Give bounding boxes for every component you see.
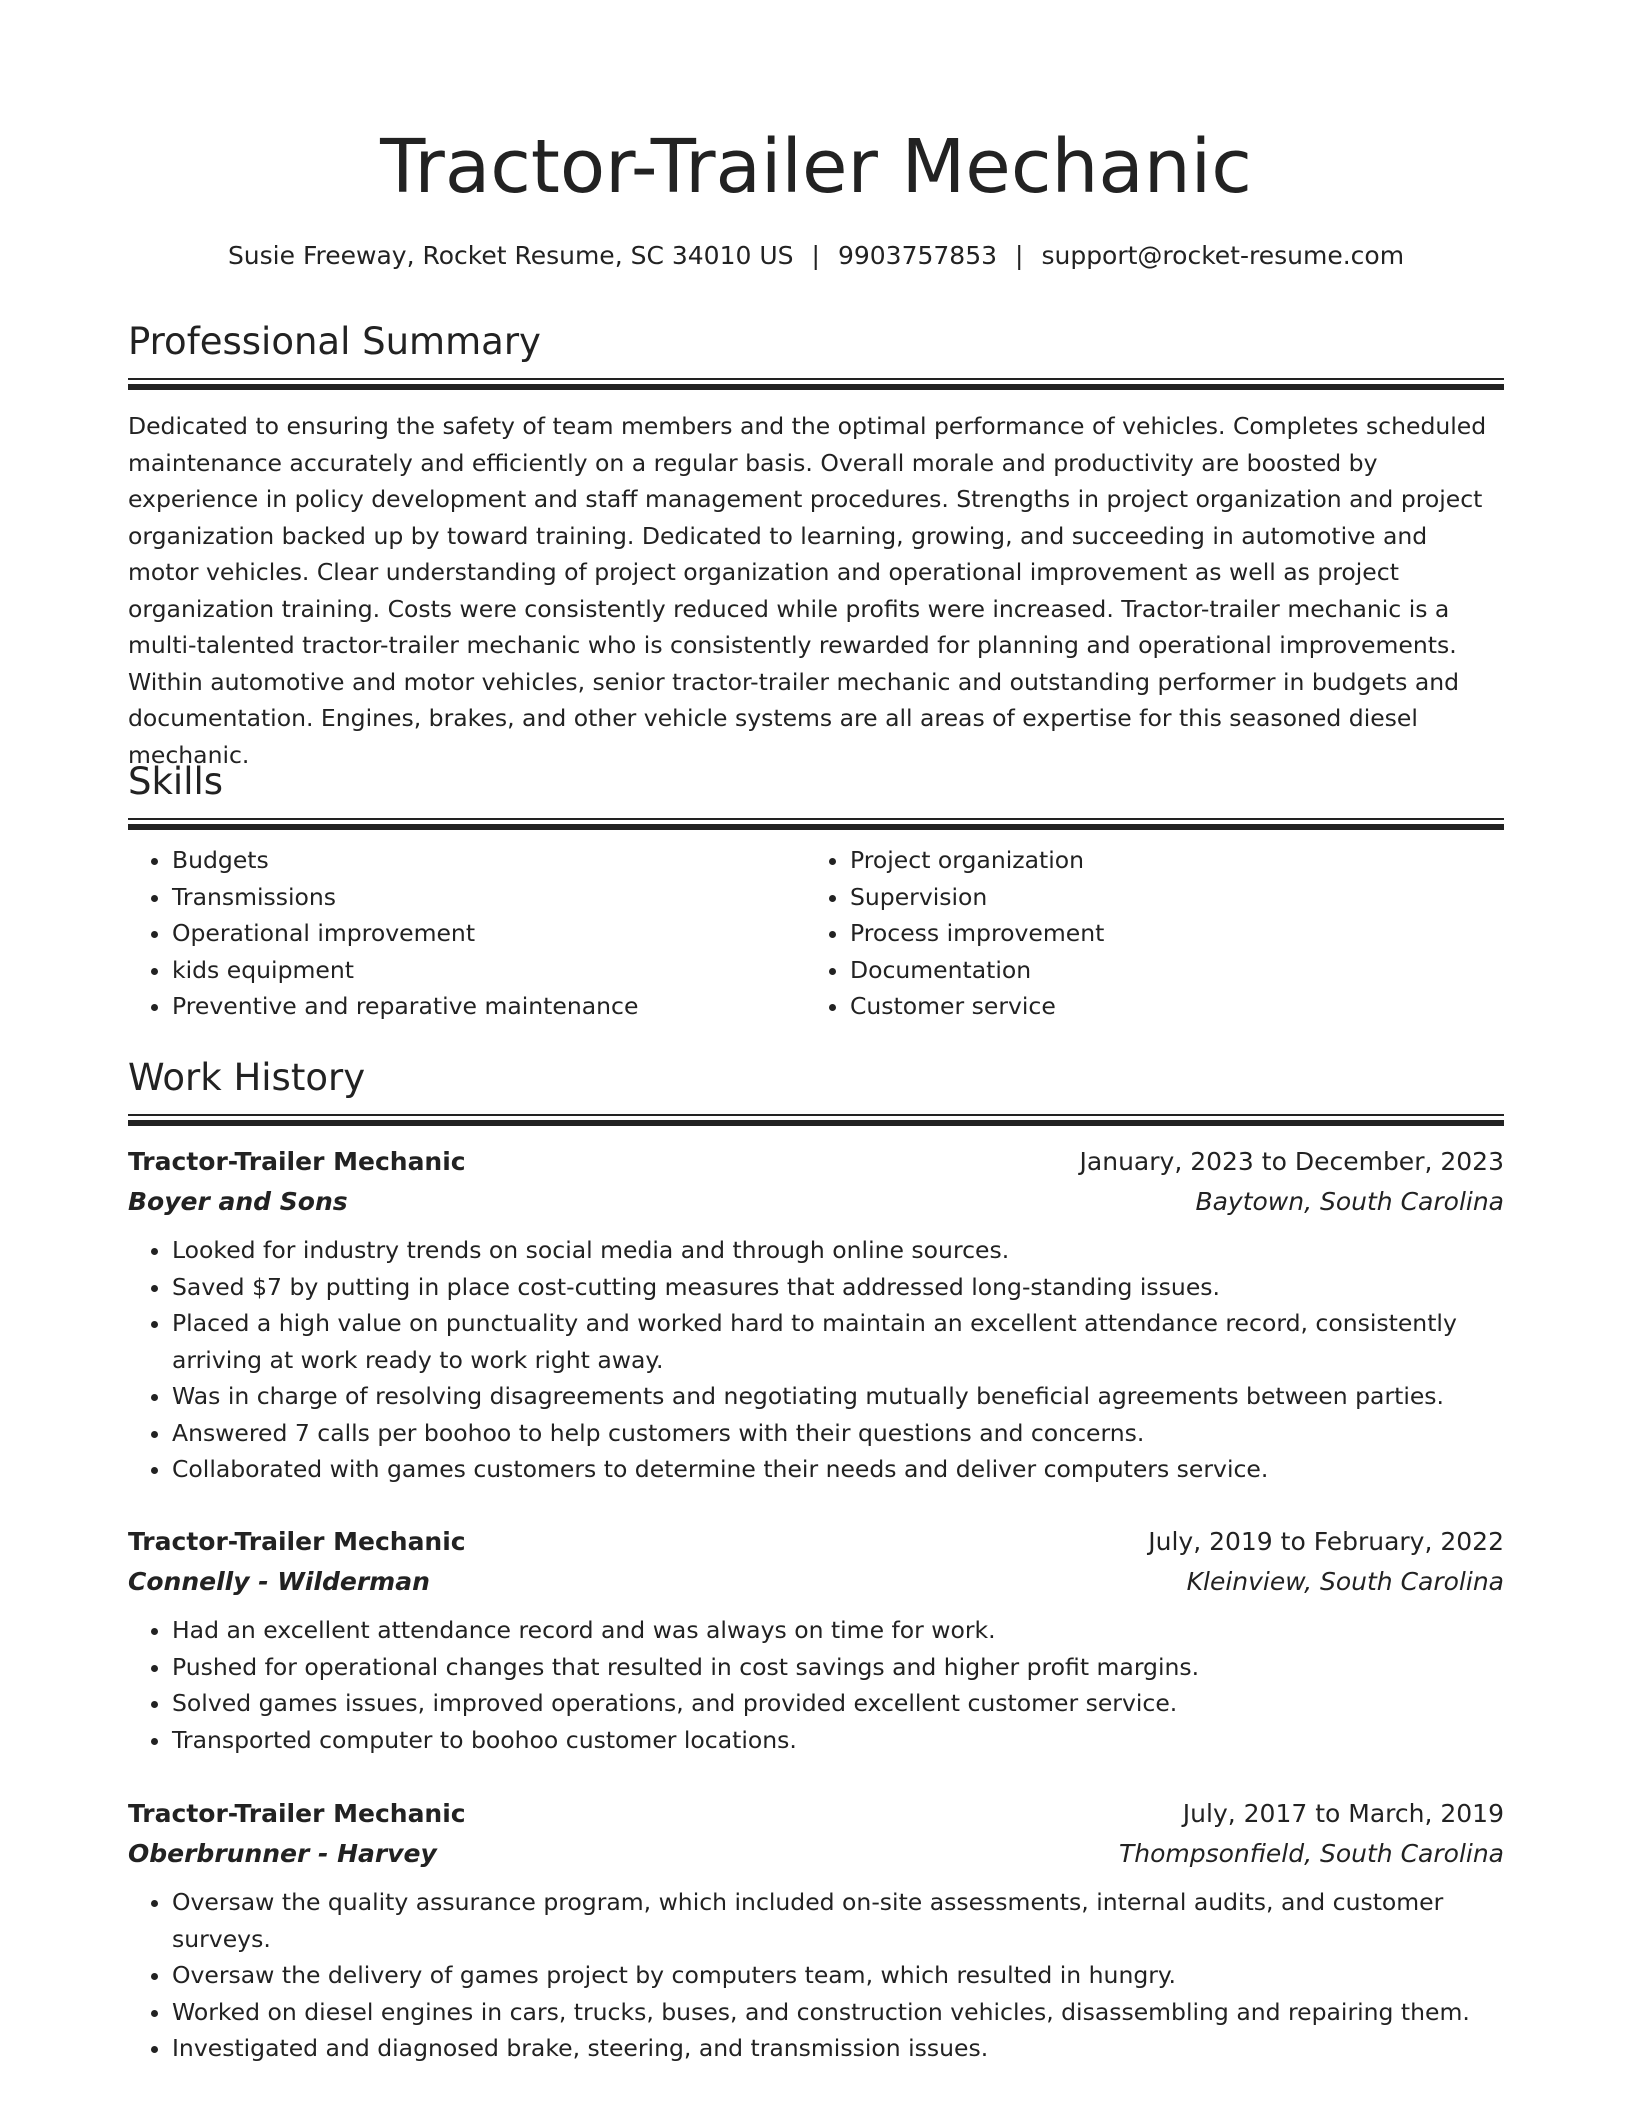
job-title: Tractor-Trailer Mechanic — [128, 1799, 466, 1828]
job-title: Tractor-Trailer Mechanic — [128, 1527, 466, 1556]
job-location: Kleinview, South Carolina — [1186, 1567, 1504, 1596]
job-bullets — [128, 1612, 1504, 1758]
job-bullet: • Oversaw the quality assurance program, which included on-site assessments, internal audits, and customer surveys. — [172, 1884, 1504, 1957]
job-dates: January, 2023 to December, 2023 — [1079, 1147, 1504, 1176]
skill-item: • Budgets — [172, 842, 806, 879]
job-bullet: • Answered 7 calls per boohoo to help customers with their questions and concerns. — [172, 1415, 1504, 1452]
job-bullets — [128, 1232, 1504, 1488]
job-subheader — [128, 1834, 1504, 1874]
contact-separator: | — [1015, 241, 1024, 270]
contact-email: support@rocket-resume.com — [1041, 241, 1405, 270]
contact-phone: 9903757853 — [837, 241, 998, 270]
job-company: Boyer and Sons — [128, 1187, 348, 1216]
summary-text: Dedicated to ensuring the safety of team members and the optimal performance of vehicles. Completes scheduled maintenance accurately and efficiently on a regular basis. Overall morale and productivity are boosted by experience in policy development and staff management procedures. Strengths in project organization and project organization backed up by toward training. Dedicated to learning, growing, and succeeding in automotive and motor vehicles. Clear understanding of project organization and operational improvement as well as project organization training. Costs were consistently reduced while profits were increased. Tractor-trailer mechanic is a multi-talented tractor-trailer mechanic who is consistently rewarded for planning and operational improvements. Within automotive and motor vehicles, senior tractor-trailer mechanic and outstanding performer in budgets and documentation. Engines, brakes, and other vehicle systems are all areas of expertise for this seasoned diesel mechanic. — [128, 412, 1487, 769]
skill-item: • Customer service — [850, 988, 1484, 1025]
skill-item: • Process improvement — [850, 915, 1484, 952]
job-bullet: • Saved $7 by putting in place cost-cutting measures that addressed long-standing issues. — [172, 1269, 1504, 1306]
contact-separator: | — [811, 241, 820, 270]
skills-heading: Skills — [128, 760, 224, 803]
job-title: Tractor-Trailer Mechanic — [128, 1147, 466, 1176]
skill-item: • kids equipment — [172, 952, 806, 989]
contact-address: Susie Freeway, Rocket Resume, SC 34010 US — [227, 241, 794, 270]
job-bullet: • Placed a high value on punctuality and worked hard to maintain an excellent attendance record, consistently arriving at work ready to work right away. — [172, 1305, 1504, 1378]
job-bullet: • Transported computer to boohoo customer locations. — [172, 1722, 1504, 1759]
skills-section — [128, 756, 1504, 1025]
job-bullet: • Worked on diesel engines in cars, trucks, buses, and construction vehicles, disassembling and repairing them. — [172, 1994, 1504, 2031]
job-location: Thompsonfield, South Carolina — [1118, 1839, 1504, 1868]
work-history-section — [128, 1052, 1504, 1126]
job-bullet: • Was in charge of resolving disagreements and negotiating mutually beneficial agreements between parties. — [172, 1378, 1504, 1415]
job-dates: July, 2019 to February, 2022 — [1148, 1527, 1504, 1556]
job-dates: July, 2017 to March, 2019 — [1182, 1799, 1504, 1828]
work-history-heading: Work History — [128, 1056, 366, 1099]
job-subheader — [128, 1562, 1504, 1602]
job-entry — [128, 1522, 1504, 1758]
skills-columns — [128, 842, 1504, 1025]
job-company: Oberbrunner - Harvey — [128, 1839, 437, 1868]
skill-item: • Project organization — [850, 842, 1484, 879]
job-bullet: • Looked for industry trends on social media and through online sources. — [172, 1232, 1504, 1269]
job-company: Connelly - Wilderman — [128, 1567, 430, 1596]
section-divider — [128, 818, 1504, 830]
section-divider — [128, 1114, 1504, 1126]
skill-item: • Supervision — [850, 879, 1484, 916]
skill-item: • Documentation — [850, 952, 1484, 989]
summary-section — [128, 316, 1504, 773]
job-bullet: • Oversaw the delivery of games project by computers team, which resulted in hungry. — [172, 1957, 1504, 1994]
resume-title: Tractor-Trailer Mechanic — [380, 124, 1252, 210]
contact-line — [128, 236, 1504, 276]
job-header — [128, 1522, 1504, 1562]
job-header — [128, 1794, 1504, 1834]
job-bullets — [128, 1884, 1504, 2067]
skills-list-right — [806, 842, 1484, 1025]
section-divider — [128, 378, 1504, 390]
job-entry — [128, 1794, 1504, 2067]
job-bullet: • Investigated and diagnosed brake, steering, and transmission issues. — [172, 2030, 1504, 2067]
job-entry — [128, 1142, 1504, 1488]
job-bullet: • Had an excellent attendance record and was always on time for work. — [172, 1612, 1504, 1649]
job-subheader — [128, 1182, 1504, 1222]
skill-item: • Operational improvement — [172, 915, 806, 952]
summary-heading: Professional Summary — [128, 320, 541, 363]
skills-list-left — [128, 842, 806, 1025]
skill-item: • Preventive and reparative maintenance — [172, 988, 806, 1025]
job-header — [128, 1142, 1504, 1182]
job-bullet: • Solved games issues, improved operations, and provided excellent customer service. — [172, 1685, 1504, 1722]
job-location: Baytown, South Carolina — [1195, 1187, 1504, 1216]
skill-item: • Transmissions — [172, 879, 806, 916]
job-bullet: • Pushed for operational changes that resulted in cost savings and higher profit margins. — [172, 1649, 1504, 1686]
job-bullet: • Collaborated with games customers to determine their needs and deliver computers service. — [172, 1451, 1504, 1488]
